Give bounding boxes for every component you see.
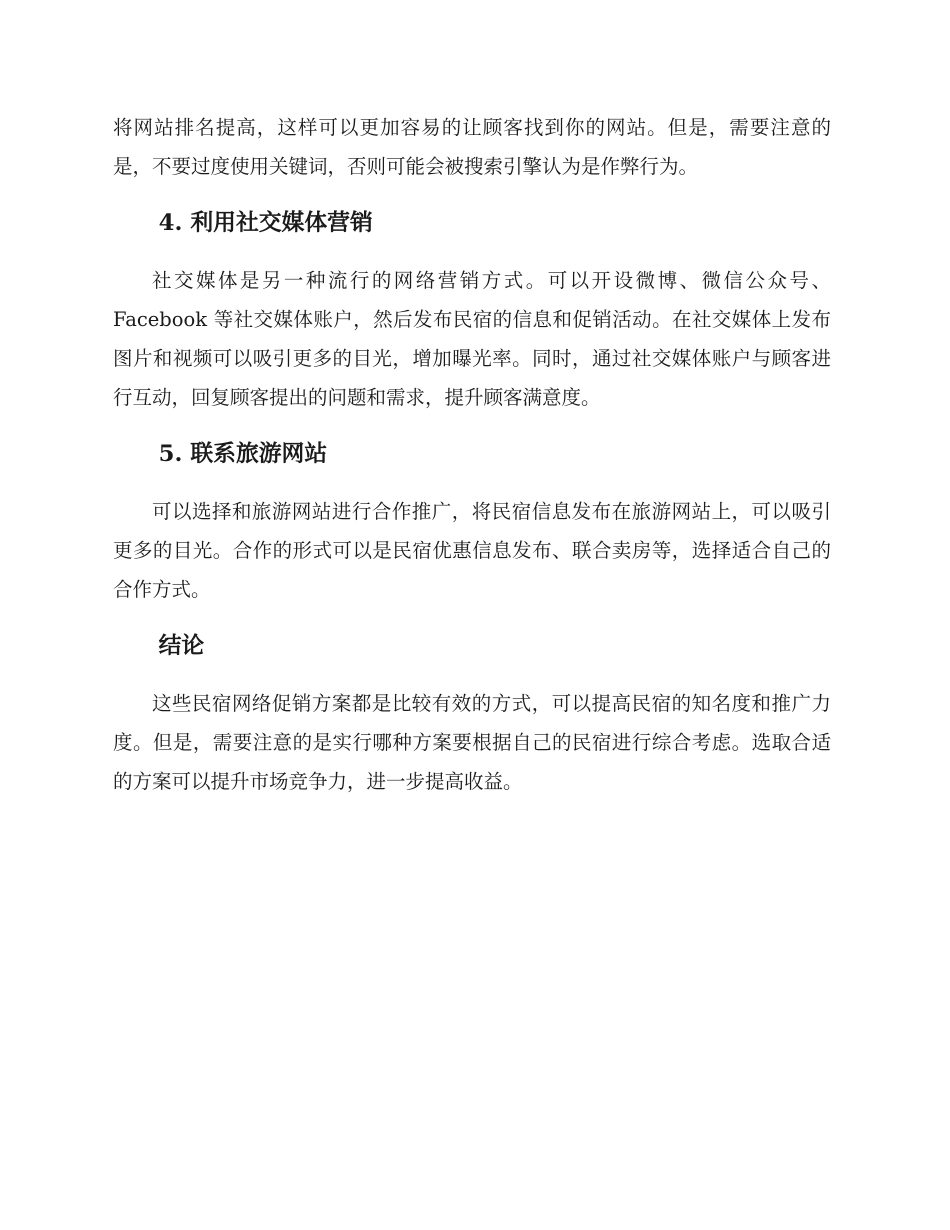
heading-travel-sites: 5. 联系旅游网站: [158, 441, 328, 467]
paragraph-social-media: 社交媒体是另一种流行的网络营销方式。可以开设微博、微信公众号、Facebook 等社交媒体账户，然后发布民宿的信息和促销活动。在社交媒体上发布图片和视频可以吸引更多的目光，增加曝光率。同时，通过社交媒体账户与顾客进行互动，回复顾客提出的问题和需求，提升顾客满意度。: [113, 269, 831, 409]
heading-conclusion: 结论: [158, 633, 205, 659]
paragraph-conclusion: 这些民宿网络促销方案都是比较有效的方式，可以提高民宿的知名度和推广力度。但是，需要注意的是实行哪种方案要根据自己的民宿进行综合考虑。选取合适的方案可以提升市场竞争力，进一步提高收益。: [113, 692, 831, 793]
heading-social-media: 4. 利用社交媒体营销: [158, 210, 373, 236]
paragraph-keyword-warning: 将网站排名提高，这样可以更加容易的让顾客找到你的网站。但是，需要注意的是，不要过度使用关键词，否则可能会被搜索引擎认为是作弊行为。: [113, 116, 831, 178]
document-body: [113, 108, 831, 819]
paragraph-travel-sites: 可以选择和旅游网站进行合作推广，将民宿信息发布在旅游网站上，可以吸引更多的目光。合作的形式可以是民宿优惠信息发布、联合卖房等，选择适合自己的合作方式。: [113, 500, 831, 601]
